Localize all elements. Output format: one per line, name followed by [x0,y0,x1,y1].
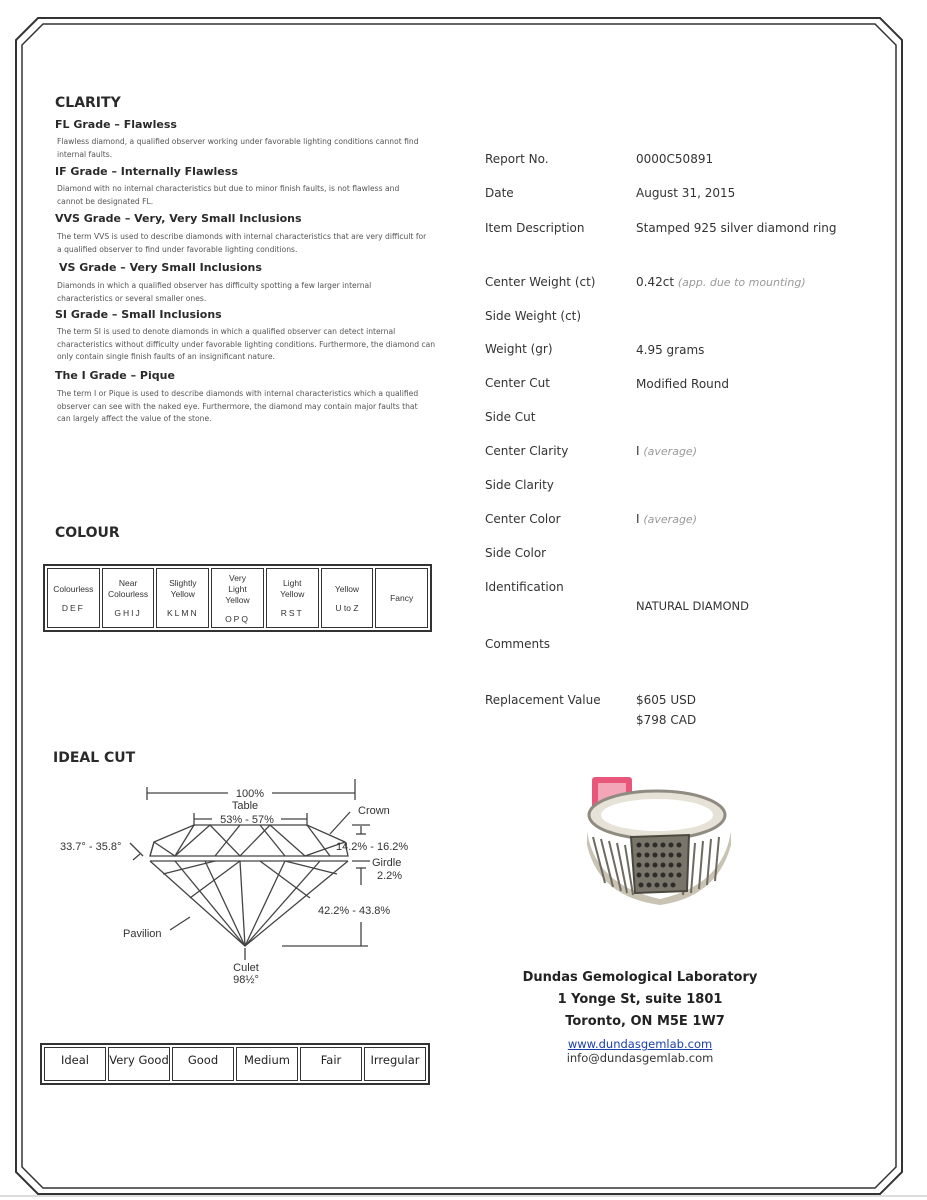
lab-website-wrap [490,1033,790,1052]
lab-address-line2: Toronto, ON M5E 1W7 [565,1014,725,1029]
diagram-table-range: 53% - 57% [220,814,274,826]
side-cut-label: Side Cut [485,410,536,424]
side-weight-label: Side Weight (ct) [485,309,582,323]
diagram-pavilion-label: Pavilion [123,928,162,940]
diagram-crown-angle: 33.7° - 35.8° [60,841,122,853]
grade-title-si: SI Grade – Small Inclusions [55,308,222,321]
ideal-cut-heading: IDEAL CUT [53,750,136,766]
colour-code: DEF [61,602,85,613]
diagram-crown-label: Crown [358,805,390,817]
ring-photo [565,773,740,908]
report-no-label: Report No. [485,152,549,166]
diagram-table-label: Table [231,800,259,812]
center-clarity-label: Center Clarity [485,444,569,458]
center-color-note: (average) [643,513,697,526]
weight-value: 4.95 grams [636,343,705,357]
diagram-crown-height: 14.2% - 16.2% [336,841,409,853]
colour-code: OPQ [225,613,250,624]
report-no-value: 0000C50891 [636,152,714,166]
date-value: August 31, 2015 [636,186,736,200]
center-color-grade: I [636,512,640,526]
date-label: Date [485,186,514,200]
item-description-label: Item Description [485,221,585,235]
cut-grade-cell: Ideal [44,1047,106,1081]
grade-desc-fl: Flawless diamond, a qualified observer working under favorable lighting conditions cannot find internal faults. [57,137,419,159]
identification-value: NATURAL DIAMOND [636,599,750,613]
colour-code: RST [280,608,304,618]
grade-title-vs: VS Grade – Very Small Inclusions [59,261,262,274]
diagram-width-label: 100% [235,788,265,800]
colour-label: Fancy [390,592,414,603]
colour-label: Near Colourless [108,578,149,599]
replacement-value-label: Replacement Value [485,693,601,707]
comments-label: Comments [485,637,551,651]
center-clarity-grade: I [636,444,640,458]
grade-title-i: The I Grade – Pique [55,369,175,382]
side-color-label: Side Color [485,546,547,560]
grade-desc-vs: Diamonds in which a qualified observer has difficulty spotting a few larger internal characteristics or several smaller ones. [57,281,372,303]
colour-label: Colourless [53,583,94,594]
colour-label: Slightly Yellow [169,578,197,599]
diagram-girdle-label: Girdle [372,857,402,869]
colour-label: Very Light Yellow [225,572,250,605]
ideal-cut-diagram [0,0,470,1000]
center-color-value [636,512,697,526]
grade-desc-i: The term I or Pique is used to describe diamonds with internal characteristics which a qualified observer can see with the naked eye. Furthermore, the diamond may contain major faults that can largely affect the value of the stone. [57,389,419,424]
colour-code: GHIJ [114,608,142,618]
diagram-pavilion-depth: 42.2% - 43.8% [318,905,391,917]
weight-label: Weight (gr) [485,342,553,356]
grade-title-vvs: VVS Grade – Very, Very Small Inclusions [55,212,302,225]
cut-grade-cell: Medium [236,1047,298,1081]
colour-code: KLMN [166,608,199,618]
colour-heading: COLOUR [55,525,120,541]
grade-desc-si: The term SI is used to denote diamonds in which a qualified observer can detect internal characteristics without difficulty under favorable lighting conditions. Furthermore, the diamond can only contain single finish faults of an insignificant nature. [57,327,436,362]
item-description-value: Stamped 925 silver diamond ring [636,221,837,235]
center-cut-label: Center Cut [485,376,550,390]
diagram-culet-label: Culet [233,962,259,974]
center-clarity-note: (average) [643,445,697,458]
center-cut-value: Modified Round [636,377,729,391]
side-clarity-label: Side Clarity [485,478,554,492]
colour-label: Light Yellow [280,578,305,599]
center-weight-label: Center Weight (ct) [485,275,596,289]
cut-grade-cell: Good [172,1047,234,1081]
grade-title-if: IF Grade – Internally Flawless [55,165,238,178]
center-clarity-value [636,444,697,458]
replacement-value-cad: $798 CAD [636,713,697,727]
colour-label: Yellow [334,583,360,594]
grade-title-fl: FL Grade – Flawless [55,118,177,131]
diagram-culet-value: 98½° [233,974,259,986]
center-color-label: Center Color [485,512,561,526]
center-weight-note: (app. due to mounting) [677,276,806,289]
replacement-value-usd: $605 USD [636,693,696,707]
lab-website-link[interactable]: www.dundasgemlab.com [567,1037,713,1051]
grade-desc-vvs: The term VVS is used to describe diamonds with internal characteristics that are very difficult for a qualified observer to find under favorable lighting conditions. [57,232,427,254]
grade-desc-if: Diamond with no internal characteristics but due to minor finish faults, is not flawless and cannot be designated FL. [57,184,400,206]
cut-grade-cell: Fair [300,1047,362,1081]
center-weight-value [636,275,806,289]
clarity-heading: CLARITY [55,95,121,111]
center-weight-number: 0.42ct [636,275,675,289]
lab-name: Dundas Gemological Laboratory [522,970,758,985]
cut-grade-table [40,1043,430,1085]
colour-code: U to Z [335,602,359,613]
lab-email: info@dundasgemlab.com [566,1051,714,1065]
cut-grade-cell: Very Good [108,1047,170,1081]
identification-label: Identification [485,580,564,594]
cut-grade-cell: Irregular [364,1047,426,1081]
diagram-girdle-value: 2.2% [377,870,403,882]
lab-address-line1: 1 Yonge St, suite 1801 [557,992,723,1007]
